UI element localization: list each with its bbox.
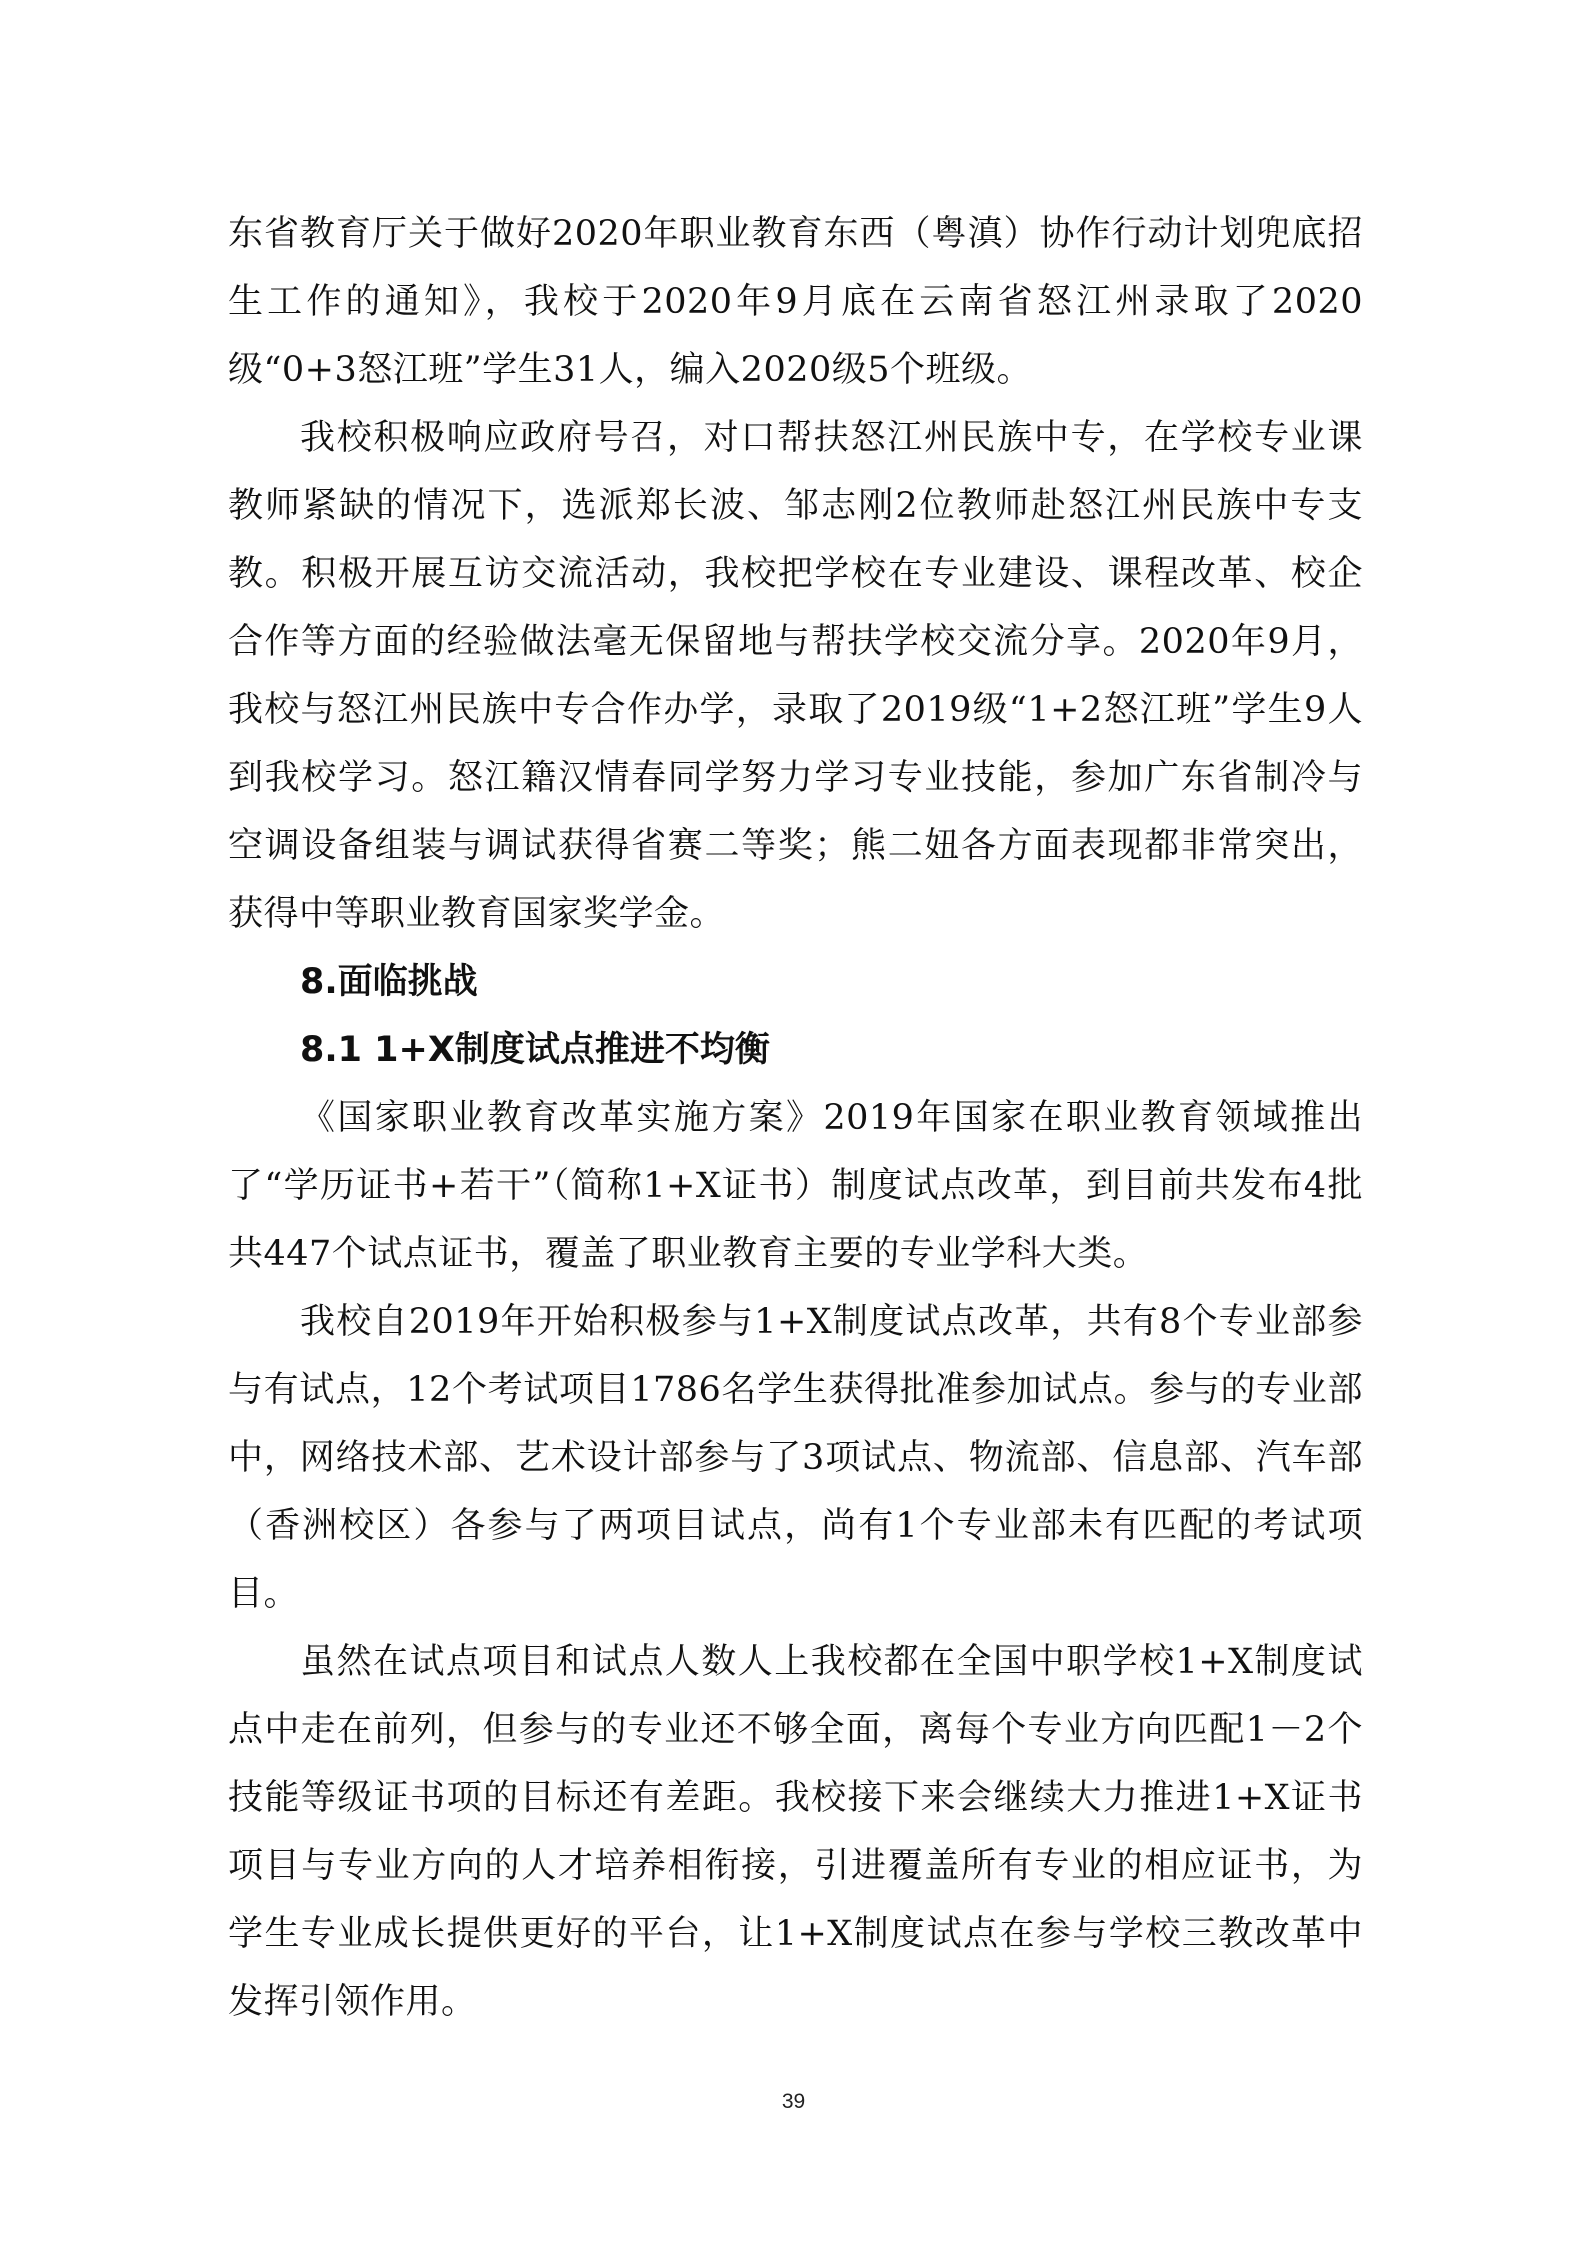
section-heading: 8.面临挑战 <box>300 962 478 1002</box>
paragraph-5: 虽然在试点项目和试点人数人上我校都在全国中职学校1+X制度试点中走在前列，但参与的专业还不够全面，离每个专业方向匹配1－2个技能等级证书项的目标还有差距。我校接下来会继续大力推进1+X证书项目与专业方向的人才培养相衔接，引进覆盖所有专业的相应证书，为学生专业成长提供更好的平台，让1+X制度试点在参与学校三教改革中发挥引领作用。 <box>228 1642 1363 2022</box>
page-number: 39 <box>781 2090 806 2113</box>
paragraph-3: 《国家职业教育改革实施方案》2019年国家在职业教育领域推出了“学历证书+若干”（简称1+X证书）制度试点改革，到目前共发布4批共447个试点证书，覆盖了职业教育主要的专业学科大类。 <box>228 1098 1363 1274</box>
paragraph-1: 东省教育厅关于做好2020年职业教育东西（粤滇）协作行动计划兜底招生工作的通知》，我校于2020年9月底在云南省怒江州录取了2020级“0+3怒江班”学生31人，编入2020级5个班级。 <box>228 214 1363 390</box>
paragraph-4: 我校自2019年开始积极参与1+X制度试点改革，共有8个专业部参与有试点，12个考试项目1786名学生获得批准参加试点。参与的专业部中，网络技术部、艺术设计部参与了3项试点、物流部、信息部、汽车部（香洲校区）各参与了两项目试点，尚有1个专业部未有匹配的考试项目。 <box>228 1302 1363 1614</box>
paragraph-2: 我校积极响应政府号召，对口帮扶怒江州民族中专，在学校专业课教师紧缺的情况下，选派郑长波、邹志刚2位教师赴怒江州民族中专支教。积极开展互访交流活动，我校把学校在专业建设、课程改革、校企合作等方面的经验做法毫无保留地与帮扶学校交流分享。2020年9月，我校与怒江州民族中专合作办学，录取了2019级“1+2怒江班”学生9人到我校学习。怒江籍汉情春同学努力学习专业技能，参加广东省制冷与空调设备组装与调试获得省赛二等奖；熊二妞各方面表现都非常突出，获得中等职业教育国家奖学金。 <box>228 418 1363 934</box>
document-body <box>228 200 1363 2036</box>
subsection-heading: 8.1 1+X制度试点推进不均衡 <box>300 1030 770 1070</box>
